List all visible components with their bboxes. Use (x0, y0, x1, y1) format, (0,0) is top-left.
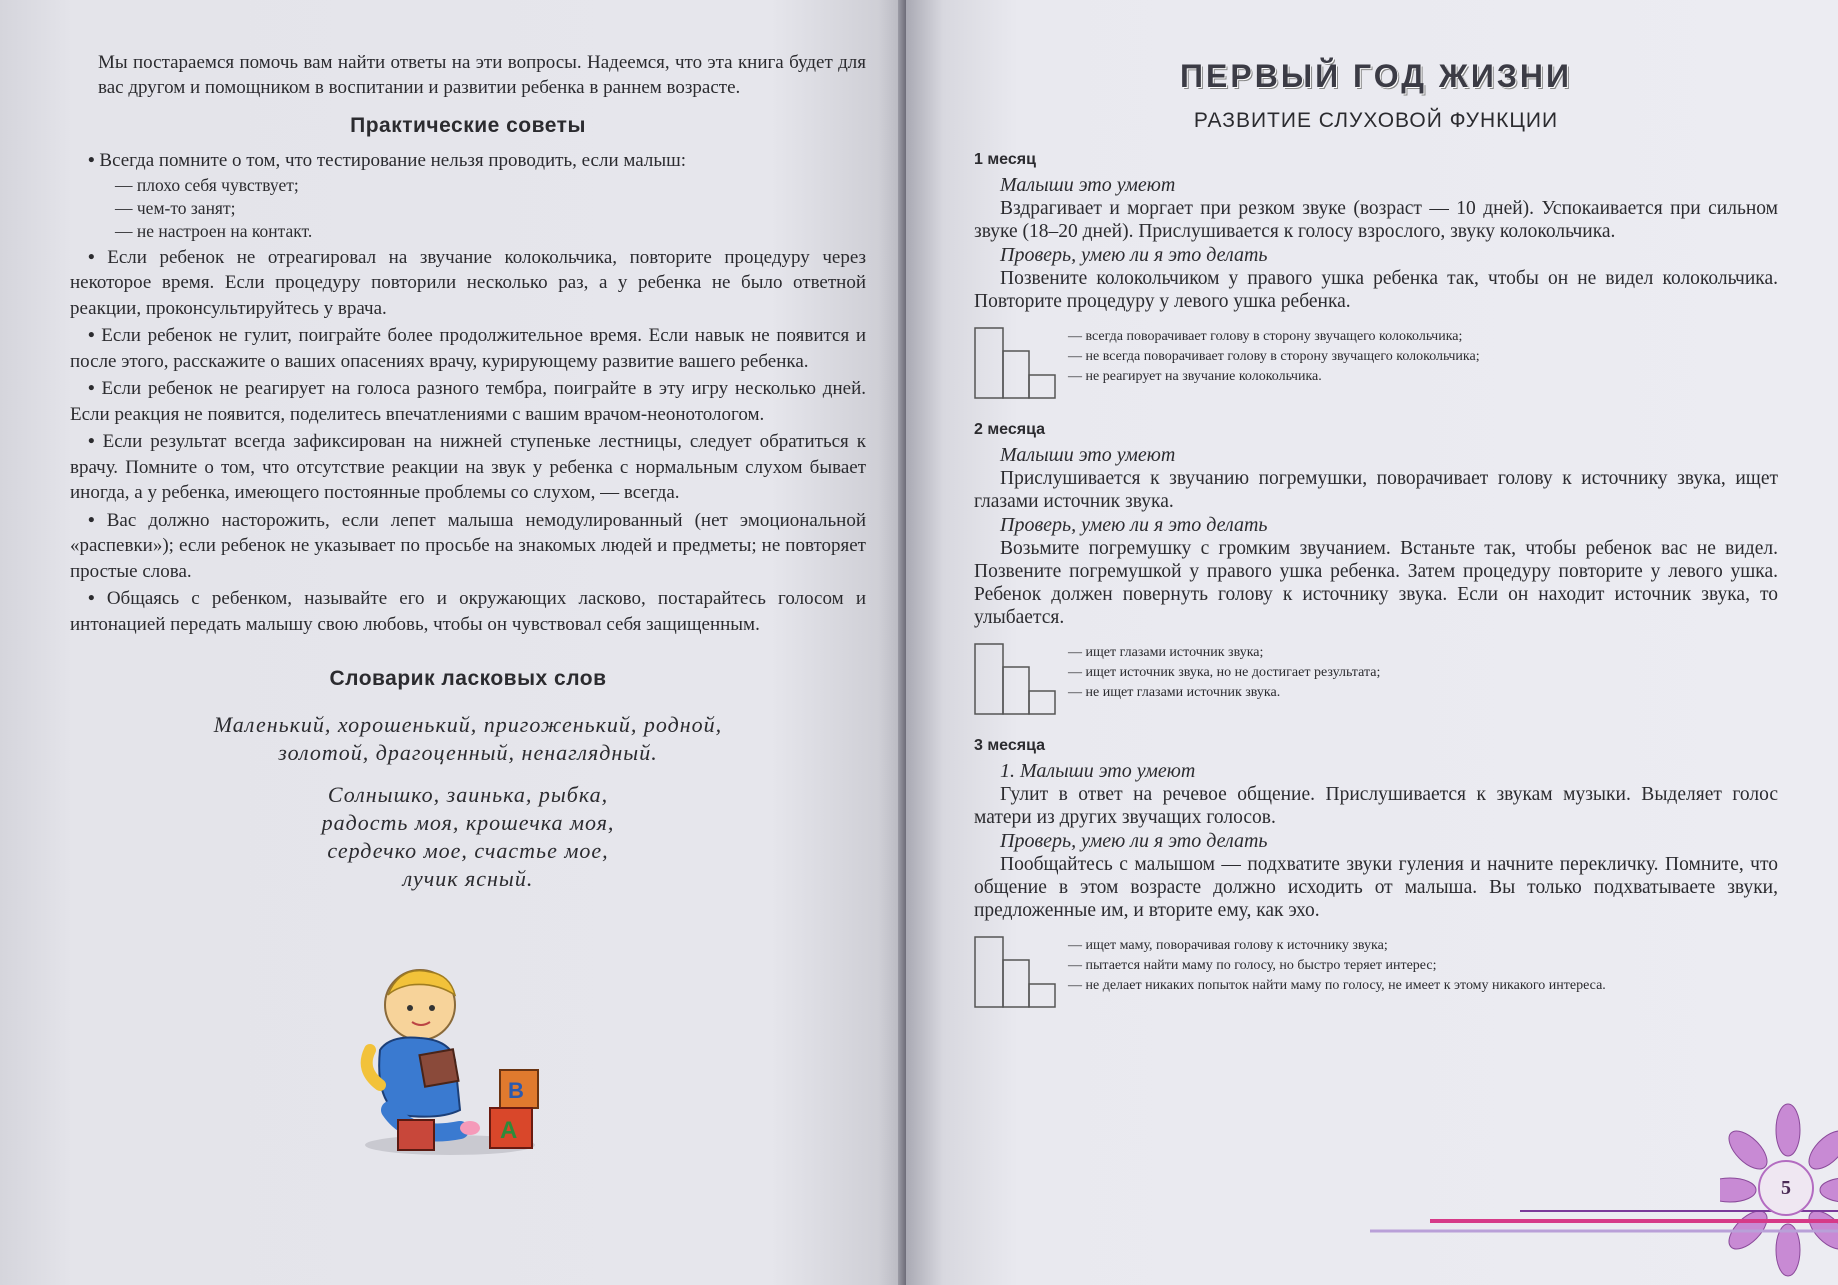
month-3-section (974, 737, 1778, 1008)
legend-item: — пытается найти маму по голосу, но быстро теряет интерес; (1068, 956, 1606, 976)
ladder-icon (974, 643, 1058, 715)
ladder-legend (974, 936, 1778, 1008)
right-page (906, 0, 1838, 1285)
tip-item: • Если ребенок не гулит, поиграйте более продолжительное время. Если навык не появится и после этого, расскажите о ваших опасениях врачу, курирующему развитие вашего ребенка. (70, 323, 866, 374)
intro-paragraph: Мы постараемся помочь вам найти ответы на эти вопросы. Надеемся, что эта книга будет для вас другом и помощником в воспитании и развитии ребенка в раннем возрасте. (98, 52, 866, 98)
legend-item: — не всегда поворачивает голову в сторону звучащего колокольчика; (1068, 347, 1480, 367)
check-heading: Проверь, умею ли я это делать (1000, 244, 1268, 266)
child-with-blocks-illustration (350, 960, 550, 1160)
check-heading: Проверь, умею ли я это делать (1000, 830, 1268, 852)
tips-list (70, 148, 866, 637)
legend-item: — не реагирует на звучание колокольчика. (1068, 367, 1480, 387)
dictionary-line: Маленький, хорошенький, пригоженький, родной, (213, 712, 723, 737)
ladder-legend (974, 643, 1778, 715)
dictionary-line: лучик ясный. (402, 866, 534, 891)
ladder-legend (974, 327, 1778, 399)
legend-item: — ищет источник звука, но не достигает результата; (1068, 663, 1380, 683)
dictionary-line: Солнышко, заинька, рыбка, (327, 782, 609, 807)
can-text: Прислушивается к звучанию погремушки, поворачивает голову к источнику звука, ищет глазами источник звука. (974, 468, 1778, 512)
tip-item: • Если результат всегда зафиксирован на нижней ступеньке лестницы, следует обратиться к врачу. Помните о том, что отсутствие реакции на звук у ребенка с нормальным слухом бывает иногда, а у ребенка, имеющего постоянные проблемы со слухом, — всегда. (70, 429, 866, 506)
dictionary-line: сердечко мое, счастье мое, (327, 838, 609, 863)
ladder-icon (974, 327, 1058, 399)
dictionary-line: золотой, драгоценный, ненаглядный. (278, 740, 658, 765)
tip-item (70, 148, 866, 243)
can-text: Вздрагивает и моргает при резком звуке (возраст — 10 дней). Успокаивается при сильном звуке (18–20 дней). Прислушивается к голосу взрослого, звуку колокольчика. (974, 198, 1778, 242)
month-2-section (974, 421, 1778, 715)
legend-list (1068, 643, 1380, 703)
can-heading: 1. Малыши это умеют (1000, 760, 1196, 782)
legend-item: — ищет глазами источник звука; (1068, 643, 1380, 663)
legend-list (1068, 327, 1480, 387)
tip-text: Всегда помните о том, что тестирование нельзя проводить, если малыш: (99, 150, 687, 171)
page-title: ПЕРВЫЙ ГОД ЖИЗНИ (1180, 58, 1572, 94)
tip-sub-item: — не настроен на контакт. (115, 220, 866, 243)
svg-text:A: A (500, 1117, 518, 1144)
month-label: 3 месяца (974, 737, 1046, 754)
dictionary-line: радость моя, крошечка моя, (321, 810, 615, 835)
month-label: 1 месяц (974, 151, 1036, 168)
practical-tips-heading: Практические советы (350, 114, 586, 137)
tip-item: • Вас должно насторожить, если лепет малыша немодулированный (нет эмоциональной «распевки»); если ребенок не указывает по просьбе на знакомых людей и предметы; не повторяет простые слова. (70, 508, 866, 585)
check-text: Пообщайтесь с малышом — подхватите звуки гуления и начните перекличку. Помните, что общение в этом возрасте должно исходить от малыша. Вы только подхватываете звуки, предложенные им, и вторите ему, как эхо. (974, 854, 1778, 921)
page-subtitle: РАЗВИТИЕ СЛУХОВОЙ ФУНКЦИИ (1193, 109, 1559, 132)
legend-item: — всегда поворачивает голову в сторону звучащего колокольчика; (1068, 327, 1480, 347)
tip-sub-item: — чем-то занят; (115, 197, 866, 220)
dictionary-block-1 (70, 711, 866, 767)
can-text: Гулит в ответ на речевое общение. Прислушивается к звукам музыки. Выделяет голос матери из других звучащих голосов. (974, 784, 1778, 828)
dictionary-heading: Словарик ласковых слов (329, 667, 607, 690)
check-text: Возьмите погремушку с громким звучанием. Встаньте так, чтобы ребенок вас не видел. Позвените погремушкой у правого ушка ребенка. Затем процедуру повторите у левого ушка. Ребенок должен повернуть голову к источнику звука. Если он находит источник звука, то улыбается. (974, 538, 1778, 628)
tip-sub-item: — плохо себя чувствует; (115, 174, 866, 197)
month-1-section (974, 151, 1778, 399)
legend-list (1068, 936, 1606, 996)
tip-item: • Если ребенок не реагирует на голоса разного тембра, поиграйте в эту игру несколько дней. Если реакция не появится, поделитесь впечатлениями с вашим врачом-неонотологом. (70, 376, 866, 427)
page-number: 5 (1758, 1160, 1814, 1216)
tip-item: • Общаясь с ребенком, называйте его и окружающих ласково, постарайтесь голосом и интонацией передать малышу свою любовь, чтобы он чувствовал себя защищенным. (70, 586, 866, 637)
can-heading: Малыши это умеют (1000, 444, 1176, 466)
ladder-icon (974, 936, 1058, 1008)
legend-item: — ищет маму, поворачивая голову к источнику звука; (1068, 936, 1606, 956)
svg-text:B: B (508, 1078, 524, 1103)
can-heading: Малыши это умеют (1000, 174, 1176, 196)
legend-item: — не делает никаких попыток найти маму по голосу, не имеет к этому никакого интереса. (1068, 976, 1606, 996)
legend-item: — не ищет глазами источник звука. (1068, 683, 1380, 703)
month-label: 2 месяца (974, 421, 1046, 438)
tip-sub-list (115, 174, 866, 243)
check-text: Позвените колокольчиком у правого ушка ребенка так, чтобы он не видел колокольчика. Повторите процедуру у левого ушка ребенка. (974, 268, 1778, 312)
dictionary-block-2 (70, 781, 866, 893)
tip-item: • Если ребенок не отреагировал на звучание колокольчика, повторите процедуру через некоторое время. Если процедуру повторили несколько раз, а у ребенка не было ответной реакции, проконсультируйтесь у врача. (70, 245, 866, 322)
check-heading: Проверь, умею ли я это делать (1000, 514, 1268, 536)
